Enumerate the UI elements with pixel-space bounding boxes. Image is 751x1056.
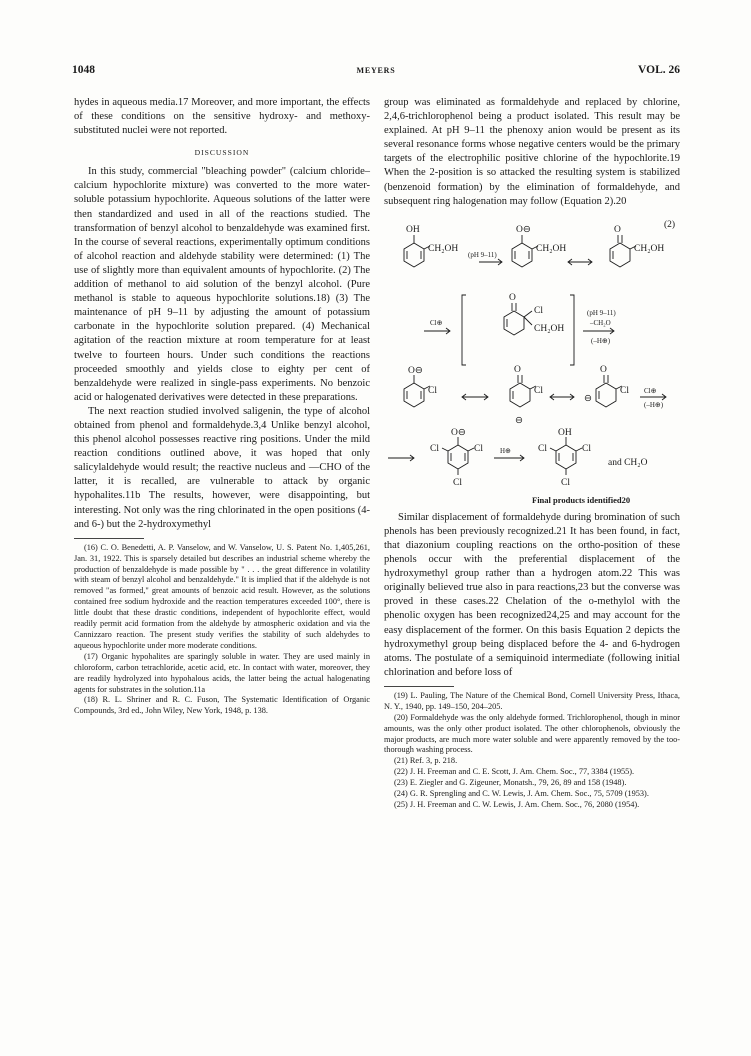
svg-text:Cl⊕: Cl⊕ — [430, 318, 443, 327]
svg-text:O: O — [614, 224, 621, 235]
page-header — [72, 64, 680, 80]
svg-text:Cl: Cl — [582, 443, 591, 454]
svg-text:⊖: ⊖ — [515, 415, 523, 426]
volume-label: VOL. 26 — [638, 64, 680, 76]
section-heading: DISCUSSION — [194, 148, 250, 158]
svg-text:Cl: Cl — [534, 305, 543, 316]
svg-text:Cl: Cl — [534, 385, 543, 396]
svg-text:OH: OH — [558, 427, 572, 438]
paragraph: The next reaction studied involved saligenin, the type of alcohol obtained from phenol and formaldehyde.3,4 Unlike benzyl alcohol, this phenol alcohol possesses reactive ring positions. Under the mild reaction conditions outlined above, it was hoped that only salicylaldehyde would result; the reactive nucleus and —CHO of the latter, it is recalled, are vulnerable to attack by organic hypohalites.11b The results, however, were disappointing, but interesting. Not only was the ring chlorinated in the open positions (4- and 6-) but the 2-hydroxymethyl — [74, 405, 370, 530]
svg-text:(–H⊕): (–H⊕) — [644, 400, 664, 409]
footnote: (17) Organic hypohalites are sparingly soluble in water. They are used mainly in chloroform, carbon tetrachloride, acetic acid, etc. In contact with water, moreover, they are readily hydrolyzed into hypohalous acids, the latter being the actual halogenating agents for substrates in the solution.11a — [74, 651, 370, 694]
svg-text:Cl: Cl — [453, 477, 462, 488]
svg-text:O⊖: O⊖ — [408, 365, 423, 376]
svg-text:Cl: Cl — [430, 443, 439, 454]
svg-text:and CH₂O: and CH₂O — [608, 457, 648, 468]
footnote-rule — [74, 538, 144, 539]
footnote: (22) J. H. Freeman and C. E. Scott, J. Am. Chem. Soc., 77, 3384 (1955). — [394, 767, 635, 777]
footnote: (19) L. Pauling, The Nature of the Chemical Bond, Cornell University Press, Ithaca, N. Y., 1940, pp. 149–150, 204–205. — [384, 690, 680, 711]
svg-text:O: O — [514, 364, 521, 375]
svg-text:(–H⊕): (–H⊕) — [591, 336, 611, 345]
footnote: (21) Ref. 3, p. 218. — [394, 756, 458, 766]
running-head: MEYERS — [356, 66, 396, 75]
footnote: (18) R. L. Shriner and R. C. Fuson, The Systematic Identification of Organic Compounds, 3rd ed., John Wiley, New York, 1948, p. 138. — [74, 695, 370, 716]
svg-text:(pH 9–11): (pH 9–11) — [468, 250, 497, 259]
svg-text:CH₂OH: CH₂OH — [534, 323, 565, 334]
footnote: (16) C. O. Benedetti, A. P. Vanselow, and W. Vanselow, U. S. Patent No. 1,405,261, Jan. 31, 1922. This is sparsely detailed but describes an industrial scheme whereby the production of benzaldehyde is made possible by " . . . the great difference in volatility with steam of benzyl alcohol and benzaldehyde." It is implied that if the aldehyde is not removed "as formed," great amounts of benzoic acid result. However, as the solutions contained free sodium hydroxide and the reaction temperatures exceeded 100°, there is little doubt that these drastic conditions, independent of hypochlorite effect, would readily permit acid formation from the aldehyde by atmospheric oxidation and via the Cannizzaro reaction. The present study verifies the stability of such aldehydes to aqueous hypochlorite under more moderate conditions. — [74, 542, 370, 650]
svg-text:(2): (2) — [664, 219, 676, 230]
footnote: (23) E. Ziegler and G. Zigeuner, Monatsh., 79, 26, 89 and 158 (1948). — [394, 778, 627, 788]
svg-text:O⊖: O⊖ — [516, 224, 531, 235]
footnote: (24) G. R. Sprengling and C. W. Lewis, J. Am. Chem. Soc., 75, 5709 (1953). — [394, 789, 649, 799]
svg-text:(pH 9–11): (pH 9–11) — [587, 308, 616, 317]
svg-text:OH: OH — [406, 224, 420, 235]
svg-text:–CH₂O: –CH₂O — [590, 318, 611, 327]
reaction-scheme-drawing — [384, 213, 680, 511]
svg-text:O: O — [509, 292, 516, 303]
reaction-scheme — [384, 213, 680, 511]
svg-text:CH₂OH: CH₂OH — [536, 243, 567, 254]
svg-text:Cl: Cl — [428, 385, 437, 396]
footnote: (20) Formaldehyde was the only aldehyde formed. Trichlorophenol, though in minor amounts, was the only other product isolated. The other chlorophenols, obviously the major products, are much more water soluble and were apparently removed by the too-thorough washing process. — [384, 712, 680, 755]
svg-text:O⊖: O⊖ — [451, 427, 466, 438]
svg-text:Cl⊕: Cl⊕ — [644, 386, 657, 395]
footnote-rule — [384, 686, 454, 687]
svg-text:Final products identified20: Final products identified20 — [532, 494, 631, 505]
svg-text:Cl: Cl — [538, 443, 547, 454]
paragraph: Similar displacement of formaldehyde during bromination of such phenols has been previously recognized.21 It has been found, in fact, that diazonium coupling reactions on the ortho-position of these phenols occur with the preferential displacement of the hydroxymethyl group rather than a hydrogen atom.22 This was originally believed true also in para reactions,23 but the converse was proved in these cases.22 Chelation of the o-methylol with the phenolic oxygen has been recognized24,25 and may account for the easy displacement of the former. On this basis Equation 2 depicts the hydroxymethyl group being displaced before the 4- and 6-hydrogen atoms. The postulate of a semiquinoid intermediate (following initial chlorination and before loss of — [384, 511, 680, 678]
paragraph: In this study, commercial "bleaching powder" (calcium chloride–calcium hypochlorite mixture) was converted to the more water-soluble potassium hypochlorite. Aqueous solutions of the latter were then standardized and used in all of the reactions studied. The transformation of benzyl alcohol to benzaldehyde was examined first. In the course of several reactions, experimentally optimum conditions of alcohol reaction and aldehyde stability were determined: (1) The use of slightly more than equivalent amounts of hypochlorite. (2) The addition of methanol to aid solution of the benzyl alcohol. (Pure methanol is stable to aqueous hypochlorite solutions.18) (3) The maintenance of pH 9–11 by adjusting the amount of potassium carbonate in the hypochlorite solution prepared. (4) Mechanical agitation of the reaction mixture at room temperature for at least twelve to fourteen hours. Under such conditions the reactions proceeded smoothly and yields close to eighty per cent of benzaldehyde were realized in single-pass experiments. No benzoic acid or halogenated derivatives were detected in these preparations. — [74, 166, 370, 403]
svg-text:⊖: ⊖ — [584, 393, 592, 404]
svg-text:Cl: Cl — [620, 385, 629, 396]
svg-text:Cl: Cl — [474, 443, 483, 454]
svg-text:H⊕: H⊕ — [500, 446, 511, 455]
svg-text:O: O — [600, 364, 607, 375]
svg-text:CH₂OH: CH₂OH — [428, 243, 459, 254]
page-number: 1048 — [72, 64, 95, 76]
right-column — [384, 96, 680, 811]
svg-text:Cl: Cl — [561, 477, 570, 488]
footnote: (25) J. H. Freeman and C. W. Lewis, J. Am. Chem. Soc., 76, 2080 (1954). — [394, 799, 640, 809]
paragraph: group was eliminated as formaldehyde and replaced by chlorine, 2,4,6-trichlorophenol being a product isolated. This result may be explained. At pH 9–11 the phenoxy anion would be present as its several resonance forms whose negative centers would be the primary targets of the electrophilic positive chlorine of the hypochlorite.19 When the 2-position is so attacked the resulting system is stabilized (benzenoid formation) by the elimination of formaldehyde, and subsequent ring halogenation may follow (Equation 2).20 — [384, 97, 680, 207]
svg-text:CH₂OH: CH₂OH — [634, 243, 665, 254]
left-column — [74, 96, 370, 717]
paragraph: hydes in aqueous media.17 Moreover, and more important, the effects of these conditions on the sensitive hydroxy- and methoxy- substituted nuclei were not reported. — [74, 97, 370, 137]
